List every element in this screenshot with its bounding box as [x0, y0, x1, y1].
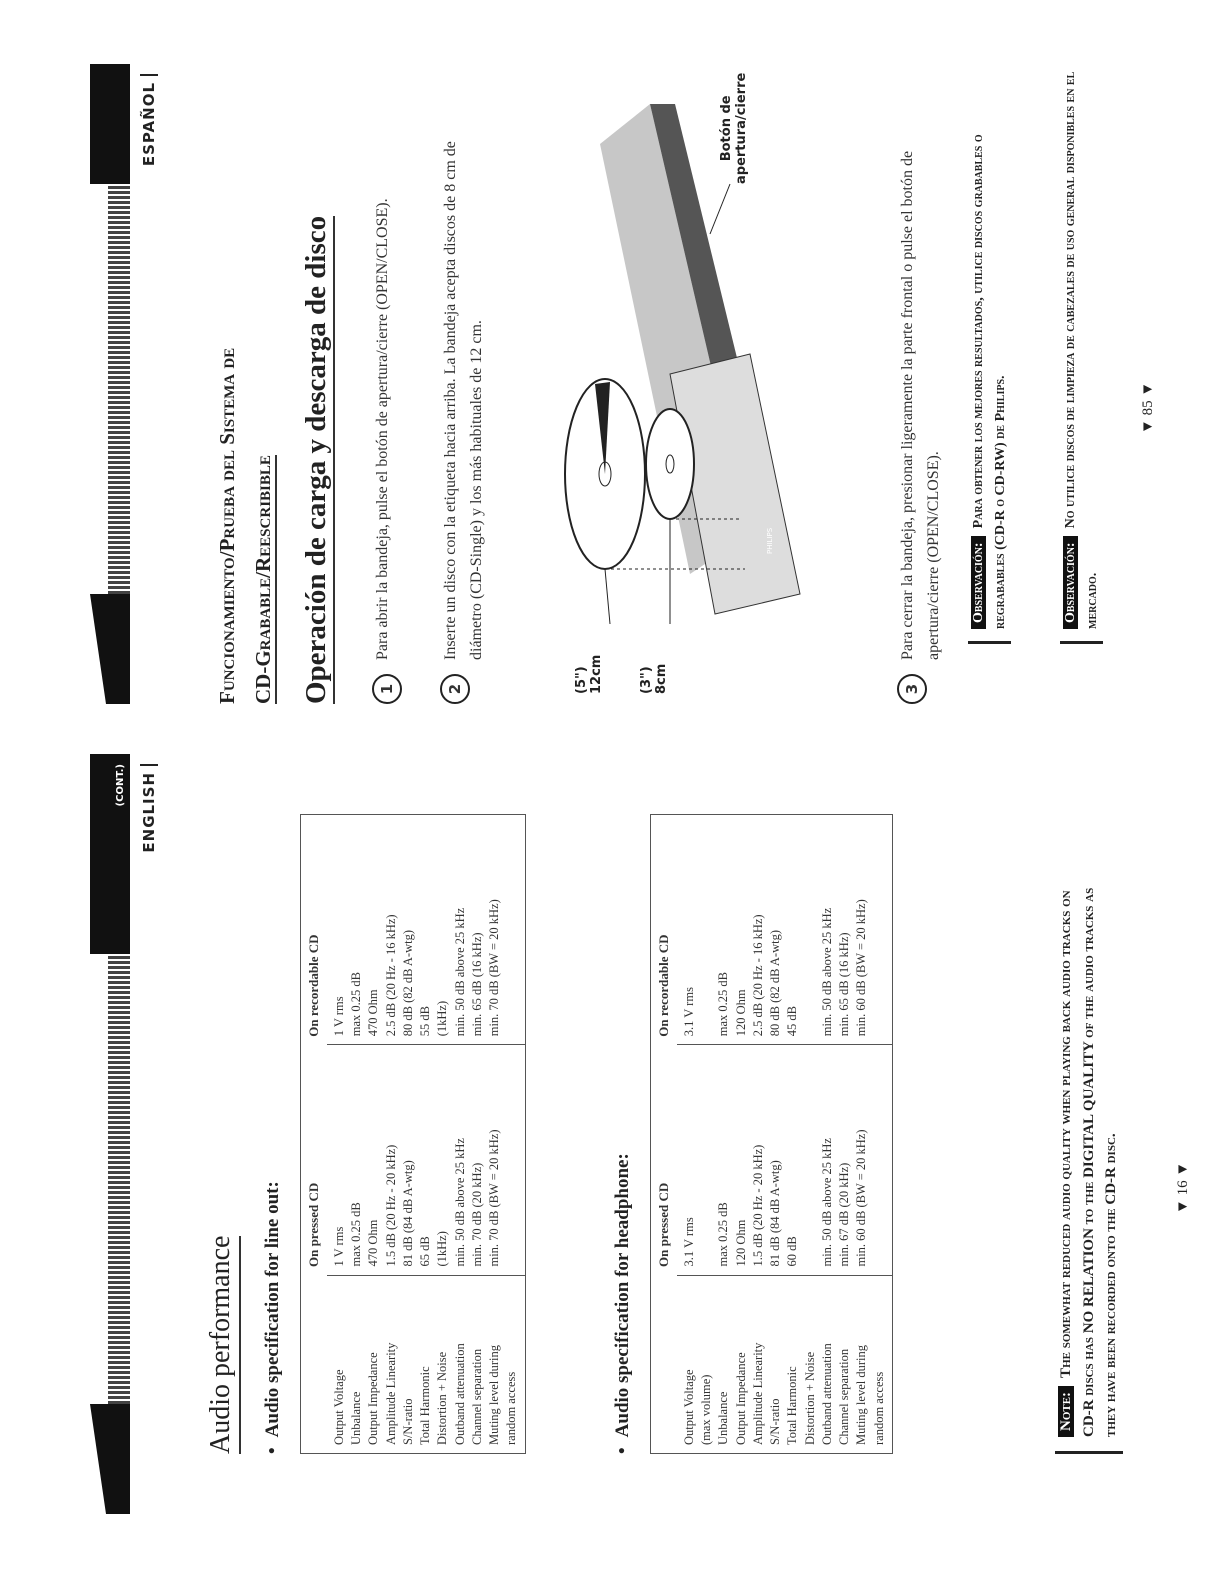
page-number: ▼ 85 ▼ [1140, 381, 1156, 434]
section-title-line-2: CD-Grabable/Reescribible [250, 455, 275, 704]
section-title: Audio performance [205, 1236, 241, 1454]
recordable-column [327, 815, 525, 1045]
disc-12cm-label [575, 655, 605, 694]
spec-pressed: min. 67 dB (20 kHz) [837, 1162, 852, 1267]
spanish-page [0, 64, 1224, 704]
spec-pressed: min. 70 dB (BW = 20 kHz) [487, 1129, 502, 1267]
spec-label: Unbalance [716, 1391, 731, 1445]
step-number: 3 [897, 674, 927, 704]
step-3 [895, 104, 946, 704]
spec-recordable: min. 50 dB above 25 kHz [819, 907, 834, 1037]
spec-pressed: 1.5 dB (20 Hz - 20 kHz) [750, 1144, 765, 1267]
spec-recordable: min. 65 dB (16 kHz) [469, 932, 484, 1037]
spec-recordable: min. 70 dB (BW = 20 kHz) [487, 899, 502, 1037]
spec-pressed [503, 1053, 520, 1266]
spec-recordable: 45 dB [785, 1006, 800, 1037]
header-cont-tag: (CONT.) [90, 754, 130, 954]
spec-recordable: 55 dB [418, 1006, 433, 1037]
page-header [90, 754, 136, 1514]
spec-label: Unbalance [349, 1391, 364, 1445]
recordable-column [677, 815, 893, 1045]
spec-label: Distortion + Noise [802, 1351, 817, 1445]
spec-label: random access [504, 1371, 519, 1445]
spec-label: Channel separation [837, 1348, 852, 1445]
spec-pressed: min. 70 dB (20 kHz) [469, 1162, 484, 1267]
step-number: 1 [372, 674, 402, 704]
spec-recordable: 2.5 dB (20 Hz - 16 kHz) [383, 914, 398, 1037]
leader-line [605, 569, 610, 624]
section-title-line-1: Funcionamiento/Prueba del Sistema de [215, 347, 239, 704]
spec-label: Total Harmonic [418, 1366, 433, 1445]
language-label: ENGLISH [140, 764, 158, 853]
spec-label: Muting level during [854, 1345, 869, 1445]
spec-recordable: min. 50 dB above 25 kHz [452, 907, 467, 1037]
spec-pressed: min. 60 dB (BW = 20 kHz) [854, 1129, 869, 1267]
brand-mark: PHILIPS [766, 527, 774, 554]
spec-label: Outband attenuation [819, 1343, 834, 1445]
spec-pressed: (1kHz) [435, 1231, 450, 1267]
label-5in: (5") [574, 666, 589, 694]
section-title [210, 348, 281, 704]
spec-recordable: 2.5 dB (20 Hz - 16 kHz) [750, 914, 765, 1037]
spec-recordable: (1kHz) [435, 1000, 450, 1037]
step-number: 2 [440, 674, 470, 704]
spec-label: Distortion + Noise [435, 1351, 450, 1445]
spec-label: Outband attenuation [452, 1343, 467, 1445]
spec-recordable: 120 Ohm [733, 989, 748, 1037]
spec-pressed: max 0.25 dB [716, 1202, 731, 1267]
spec-label: Output Impedance [733, 1352, 748, 1445]
spec-label: Total Harmonic [785, 1366, 800, 1445]
spec-pressed: min. 50 dB above 25 kHz [819, 1138, 834, 1267]
spec-label: S/N-ratio [400, 1398, 415, 1445]
note-box [1055, 877, 1123, 1454]
spec-label: Channel separation [469, 1348, 484, 1445]
step-text: Inserte un disco con la etiqueta hacia arriba. La bandeja acepta discos de 8 cm de diámetro (CD-Single) y los más habituales de 12 cm. [442, 141, 485, 660]
spec-recordable: min. 60 dB (BW = 20 kHz) [854, 899, 869, 1037]
spec-pressed: 3.1 V rms [681, 1217, 696, 1267]
spec-pressed: 1 V rms [331, 1226, 346, 1267]
note-text: The somewhat reduced audio quality when playing back audio tracks on CD-R discs has NO RELATION to the DIGITAL QUALITY of the audio tracks as they have been recorded onto the CD-R disc. [1058, 887, 1119, 1437]
observation-text: Para obtener los mejores resultados, utilice discos grabables o regrabables (CD-R o CD-RW) de Philips. [971, 134, 1008, 629]
label-8cm: 8cm [653, 663, 669, 694]
table-header-pressed: On pressed CD [306, 1182, 321, 1268]
page-header [90, 64, 136, 704]
observation-text: No utilice discos de limpieza de cabezales de uso general disponibles en el mercado. [1063, 71, 1100, 629]
spec-label: Amplitude Linearity [383, 1342, 398, 1445]
button-label-line-1: Botón de [719, 95, 734, 162]
step-1 [370, 104, 402, 704]
headphone-heading: • Audio specification for headphone: [612, 1153, 634, 1454]
spec-pressed [871, 1053, 888, 1266]
spec-recordable [503, 823, 520, 1036]
page-number: ▼ 16 ▼ [1175, 1161, 1191, 1214]
spec-pressed: 81 dB (84 dB A-wtg) [768, 1160, 783, 1267]
step-2 [438, 104, 489, 704]
spec-label: (max volume) [699, 1374, 714, 1445]
spec-recordable [698, 823, 715, 1036]
spec-recordable: 80 dB (82 dB A-wtg) [768, 930, 783, 1037]
spec-pressed: 1.5 dB (20 Hz - 20 kHz) [383, 1144, 398, 1267]
header-black-band [90, 594, 130, 704]
note-label: Note: [1058, 1386, 1074, 1437]
spec-label: random access [871, 1371, 886, 1445]
open-close-button-label [720, 73, 750, 184]
english-page [0, 754, 1224, 1514]
operation-heading: Operación de carga y descarga de disco [300, 216, 335, 704]
spec-pressed: 60 dB [785, 1236, 800, 1267]
spec-recordable: max 0.25 dB [716, 972, 731, 1037]
disc-8cm-label [640, 664, 670, 694]
spec-pressed: 65 dB [418, 1236, 433, 1267]
spec-pressed: min. 50 dB above 25 kHz [452, 1138, 467, 1267]
step-text: Para abrir la bandeja, pulse el botón de apertura/cierre (OPEN/CLOSE). [374, 198, 391, 660]
observation-2 [1060, 69, 1103, 644]
leader-line [710, 184, 730, 234]
pressed-column [677, 1045, 893, 1275]
spec-label: S/N-ratio [768, 1398, 783, 1445]
spec-recordable [871, 823, 888, 1036]
spec-recordable: 470 Ohm [366, 989, 381, 1037]
pressed-column [327, 1045, 525, 1275]
line-out-heading: • Audio specification for line out: [262, 1181, 284, 1454]
observation-label: Observación: [971, 536, 986, 629]
spec-label: Output Impedance [366, 1352, 381, 1445]
disc-8cm-hole [666, 455, 674, 473]
observation-1 [968, 69, 1011, 644]
table-header-recordable: On recordable CD [656, 934, 671, 1037]
observation-label: Observación: [1063, 536, 1078, 629]
spec-pressed: 470 Ohm [366, 1219, 381, 1267]
table-header-label [651, 1275, 677, 1453]
spec-label: Output Voltage [331, 1369, 346, 1445]
line-out-table [300, 814, 526, 1454]
spec-pressed [802, 1053, 819, 1266]
spec-pressed: max 0.25 dB [349, 1202, 364, 1267]
headphone-table [650, 814, 893, 1454]
spec-recordable [802, 823, 819, 1036]
label-column [677, 1275, 893, 1453]
header-black-band [90, 1404, 130, 1514]
header-black-tag [90, 64, 130, 184]
spec-recordable: min. 65 dB (16 kHz) [837, 932, 852, 1037]
spec-recordable: 3.1 V rms [681, 987, 696, 1037]
spec-recordable: 1 V rms [331, 996, 346, 1037]
table-header-label [301, 1275, 327, 1453]
table-header-pressed: On pressed CD [656, 1182, 671, 1268]
spec-recordable: 80 dB (82 dB A-wtg) [400, 930, 415, 1037]
spec-pressed: 81 dB (84 dB A-wtg) [400, 1160, 415, 1267]
spec-label: Output Voltage [681, 1369, 696, 1445]
spec-label: Muting level during [487, 1345, 502, 1445]
table-header-recordable: On recordable CD [306, 934, 321, 1037]
spec-pressed: 120 Ohm [733, 1219, 748, 1267]
step-text: Para cerrar la bandeja, presionar ligeramente la parte frontal o pulse el botón de apertura/cierre (OPEN/CLOSE). [899, 150, 942, 660]
label-column [327, 1275, 525, 1453]
label-3in: (3") [639, 666, 654, 694]
language-label: ESPAÑOL [140, 74, 158, 166]
spec-label: Amplitude Linearity [750, 1342, 765, 1445]
spec-pressed [698, 1053, 715, 1266]
spec-recordable: max 0.25 dB [349, 972, 364, 1037]
disc-loading-diagram [540, 84, 860, 704]
button-label-line-2: apertura/cierre [733, 72, 749, 184]
label-12cm: 12cm [588, 654, 604, 694]
